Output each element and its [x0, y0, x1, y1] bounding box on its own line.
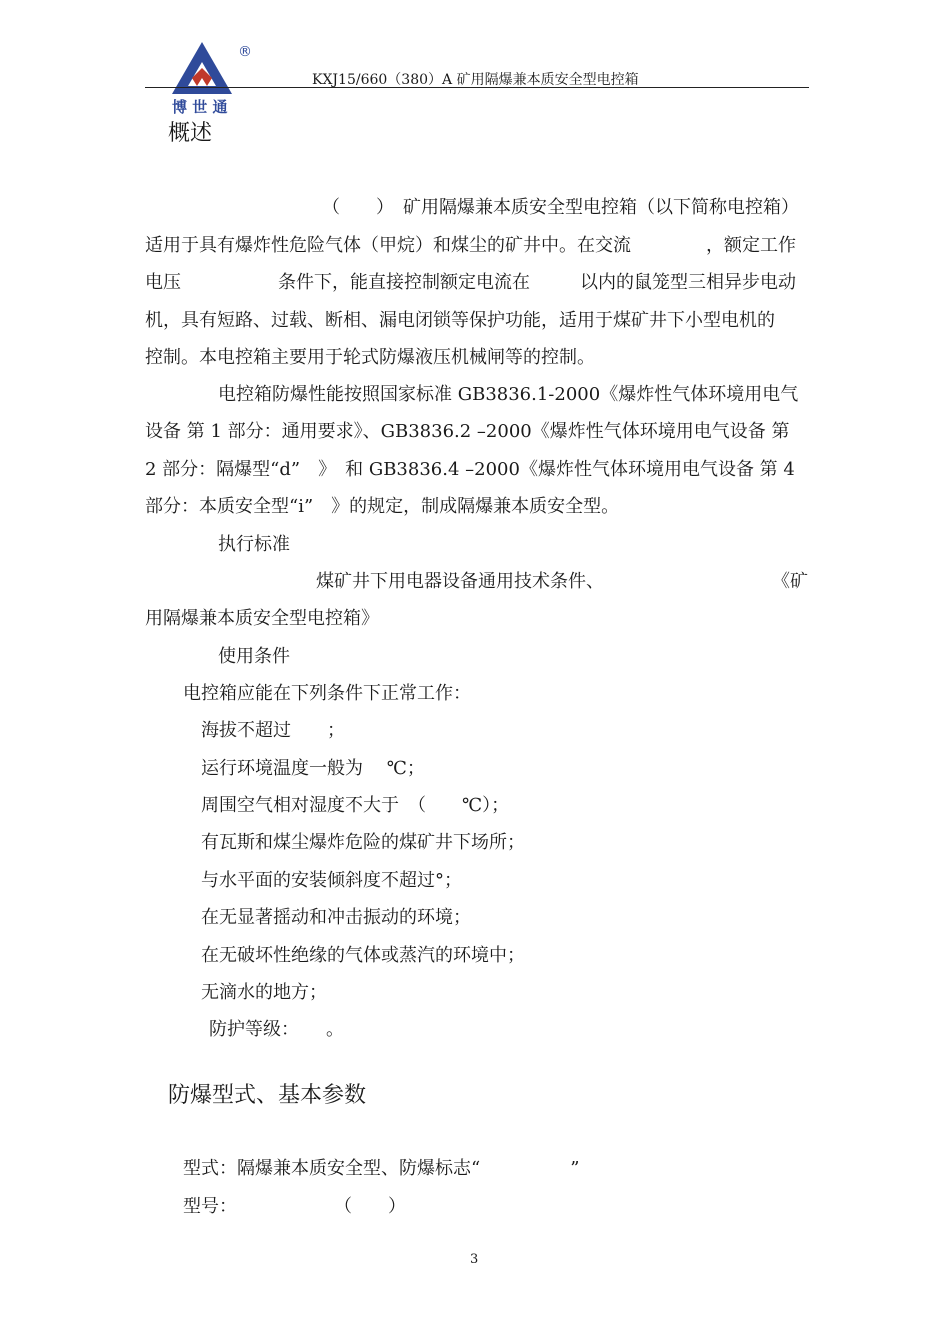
- section-title-overview: 概述: [168, 121, 213, 146]
- condition-humidity: 周围空气相对湿度不大于 （ ℃）；: [201, 795, 510, 816]
- para2-line-1: 电控箱防爆性能按照国家标准 GB3836.1-2000《爆炸性气体环境用电气: [218, 384, 799, 405]
- para2-line-2: 设备 第 1 部分：通用要求》、GB3836.2 –2000《爆炸性气体环境用电气设备 第: [145, 421, 790, 442]
- condition-incline: 与水平面的安装倾斜度不超过°；: [201, 870, 462, 891]
- standard-line-1: 煤矿井下用电器设备通用技术条件、: [316, 571, 604, 592]
- standard-line-1b: 《矿: [772, 571, 808, 592]
- type-line: 型式：隔爆兼本质安全型、防爆标志“ ”: [183, 1158, 580, 1179]
- condition-temperature: 运行环境温度一般为 ℃；: [201, 758, 425, 779]
- page-number: 3: [470, 1252, 479, 1267]
- condition-water: 无滴水的地方；: [201, 982, 327, 1003]
- condition-vibration: 在无显著摇动和冲击振动的环境；: [201, 907, 471, 928]
- para1-line-1: （ ） 矿用隔爆兼本质安全型电控箱（以下简称电控箱）: [322, 197, 799, 218]
- condition-protection: 防护等级： 。: [209, 1019, 344, 1040]
- para1-line-4: 机，具有短路、过载、断相、漏电闭锁等保护功能，适用于煤矿井下小型电机的: [145, 310, 775, 331]
- para1-line-2b: ，额定工作: [706, 235, 796, 256]
- standard-line-2: 用隔爆兼本质安全型电控箱》: [145, 608, 379, 629]
- model-label: 型号：: [183, 1196, 237, 1217]
- model-paren: （ ）: [334, 1196, 406, 1217]
- para2-line-4: 部分：本质安全型“i” 》的规定，制成隔爆兼本质安全型。: [145, 496, 620, 517]
- company-logo: [166, 38, 256, 118]
- logo-company-name: 博 世 通: [172, 98, 228, 116]
- logo-registered-mark: ®: [238, 44, 252, 60]
- section-title-explosion-proof: 防爆型式、基本参数: [168, 1083, 367, 1108]
- header-rule: [145, 87, 809, 88]
- condition-altitude: 海拔不超过 ；: [201, 720, 345, 741]
- para2-line-3: 2 部分：隔爆型“d” 》 和 GB3836.4 –2000《爆炸性气体环境用电气设备 第 4: [145, 459, 795, 480]
- condition-gas: 在无破坏性绝缘的气体或蒸汽的环境中；: [201, 945, 525, 966]
- para1-line-3b: 条件下，能直接控制额定电流在: [278, 272, 530, 293]
- usage-title: 使用条件: [218, 646, 290, 667]
- condition-location: 有瓦斯和煤尘爆炸危险的煤矿井下场所；: [201, 832, 525, 853]
- para1-line-3a: 电压: [145, 272, 181, 293]
- header-title: KXJ15/660（380）A 矿用隔爆兼本质安全型电控箱: [312, 72, 639, 88]
- para1-line-3c: 以内的鼠笼型三相异步电动: [580, 272, 796, 293]
- para1-line-5: 控制。本电控箱主要用于轮式防爆液压机械闸等的控制。: [145, 347, 595, 368]
- para1-line-2: 适用于具有爆炸性危险气体（甲烷）和煤尘的矿井中。在交流: [145, 235, 631, 256]
- usage-intro: 电控箱应能在下列条件下正常工作：: [183, 683, 471, 704]
- standard-title: 执行标准: [218, 534, 290, 555]
